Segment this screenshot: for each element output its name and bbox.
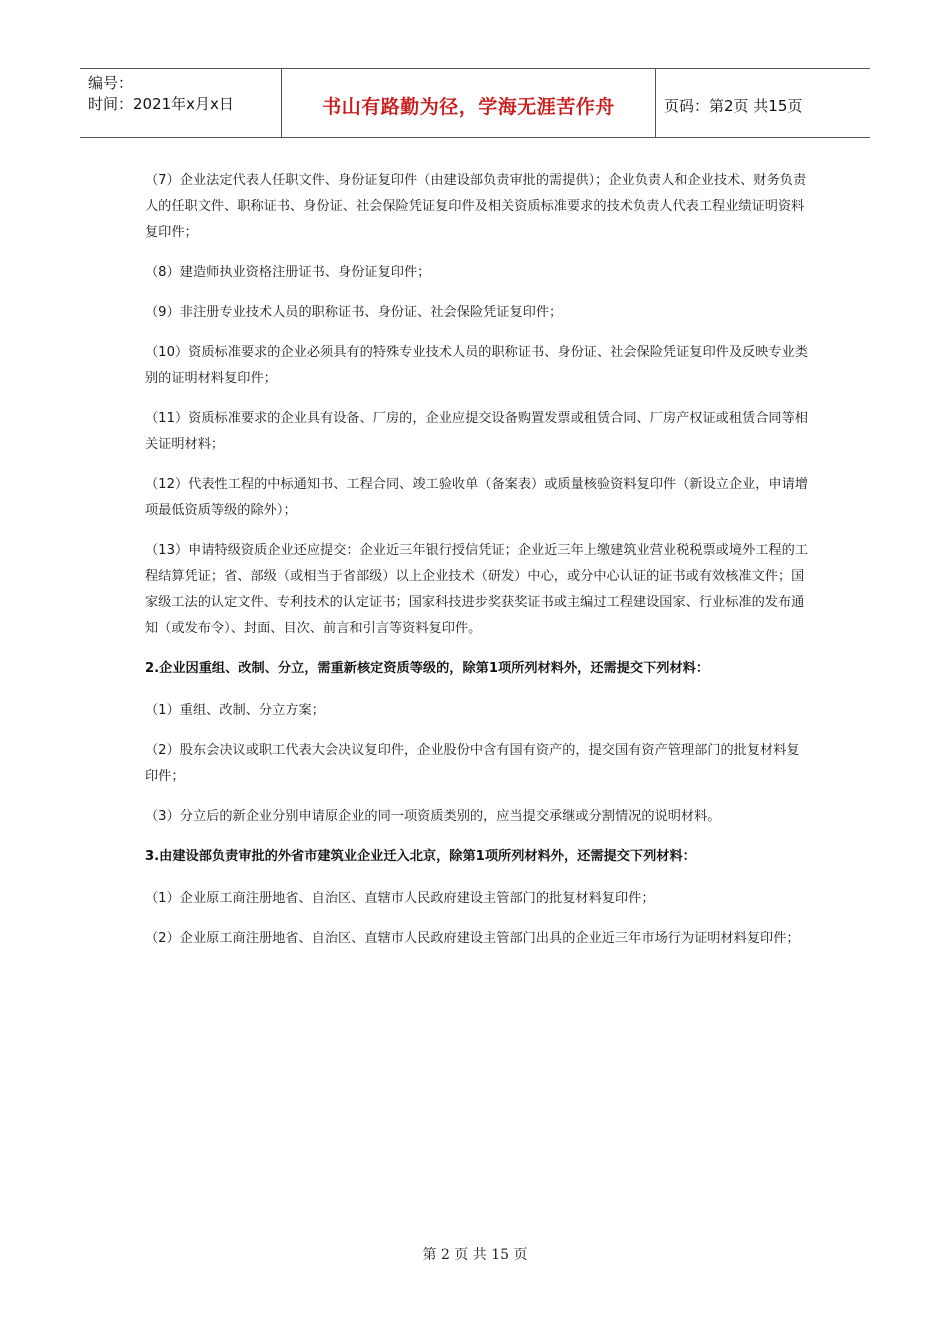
document-number-label: 编号： — [88, 74, 134, 92]
paragraph-item-7: （7）企业法定代表人任职文件、身份证复印件（由建设部负责审批的需提供）；企业负责人和企业技术、财务负责人的任职文件、职称证书、身份证、社会保险凭证复印件及相关资质标准要求的技术负责人代表工程业绩证明资料复印件； — [145, 173, 807, 240]
paragraph-item-10: （10）资质标准要求的企业必须具有的特殊专业技术人员的职称证书、身份证、社会保险凭证复印件及反映专业类别的证明材料复印件； — [145, 345, 808, 386]
paragraph-item-2-3: （3）分立后的新企业分别申请原企业的同一项资质类别的，应当提交承继或分割情况的说明材料。 — [145, 809, 721, 824]
paragraph-item-8: （8）建造师执业资格注册证书、身份证复印件； — [145, 265, 431, 280]
section-heading-3: 3.由建设部负责审批的外省市建筑业企业迁入北京，除第1项所列材料外，还需提交下列材料： — [145, 849, 696, 864]
section-heading-2: 2.企业因重组、改制、分立，需重新核定资质等级的，除第1项所列材料外，还需提交下列材料： — [145, 661, 710, 676]
paragraph-item-2-1: （1）重组、改制、分立方案； — [145, 703, 325, 718]
paragraph-item-12: （12）代表性工程的中标通知书、工程合同、竣工验收单（备案表）或质量核验资料复印件（新设立企业，申请增项最低资质等级的除外）； — [145, 477, 808, 518]
header-page-label: 页码：第2页 共15页 — [664, 96, 803, 115]
page-header — [80, 68, 870, 138]
document-time-label: 时间：2021年x月x日 — [88, 95, 234, 113]
paragraph-item-11: （11）资质标准要求的企业具有设备、厂房的，企业应提交设备购置发票或租赁合同、厂房产权证或租赁合同等相关证明材料； — [145, 411, 808, 452]
paragraph-item-3-1: （1）企业原工商注册地省、自治区、直辖市人民政府建设主管部门的批复材料复印件； — [145, 891, 655, 906]
paragraph-item-3-2: （2）企业原工商注册地省、自治区、直辖市人民政府建设主管部门出具的企业近三年市场行为证明材料复印件； — [145, 931, 800, 946]
paragraph-item-13: （13）申请特级资质企业还应提交：企业近三年银行授信凭证；企业近三年上缴建筑业营业税税票或境外工程的工程结算凭证；省、部级（或相当于省部级）以上企业技术（研发）中心，或分中心认证的证书或有效核准文件；国家级工法的认定文件、专利技术的认定证书；国家科技进步奖获奖证书或主编过工程建设国家、行业标准的发布通知（或发布令）、封面、目次、前言和引言等资料复印件。 — [145, 543, 808, 636]
header-meta — [80, 69, 282, 137]
paragraph-item-9: （9）非注册专业技术人员的职称证书、身份证、社会保险凭证复印件； — [145, 305, 563, 320]
paragraph-item-2-2: （2）股东会决议或职工代表大会决议复印件，企业股份中含有国有资产的，提交国有资产管理部门的批复材料复印件； — [145, 743, 800, 784]
page-footer: 第 2 页 共 15 页 — [422, 1247, 528, 1263]
header-motto: 书山有路勤为径，学海无涯苦作舟 — [282, 69, 656, 137]
document-body — [145, 168, 810, 966]
